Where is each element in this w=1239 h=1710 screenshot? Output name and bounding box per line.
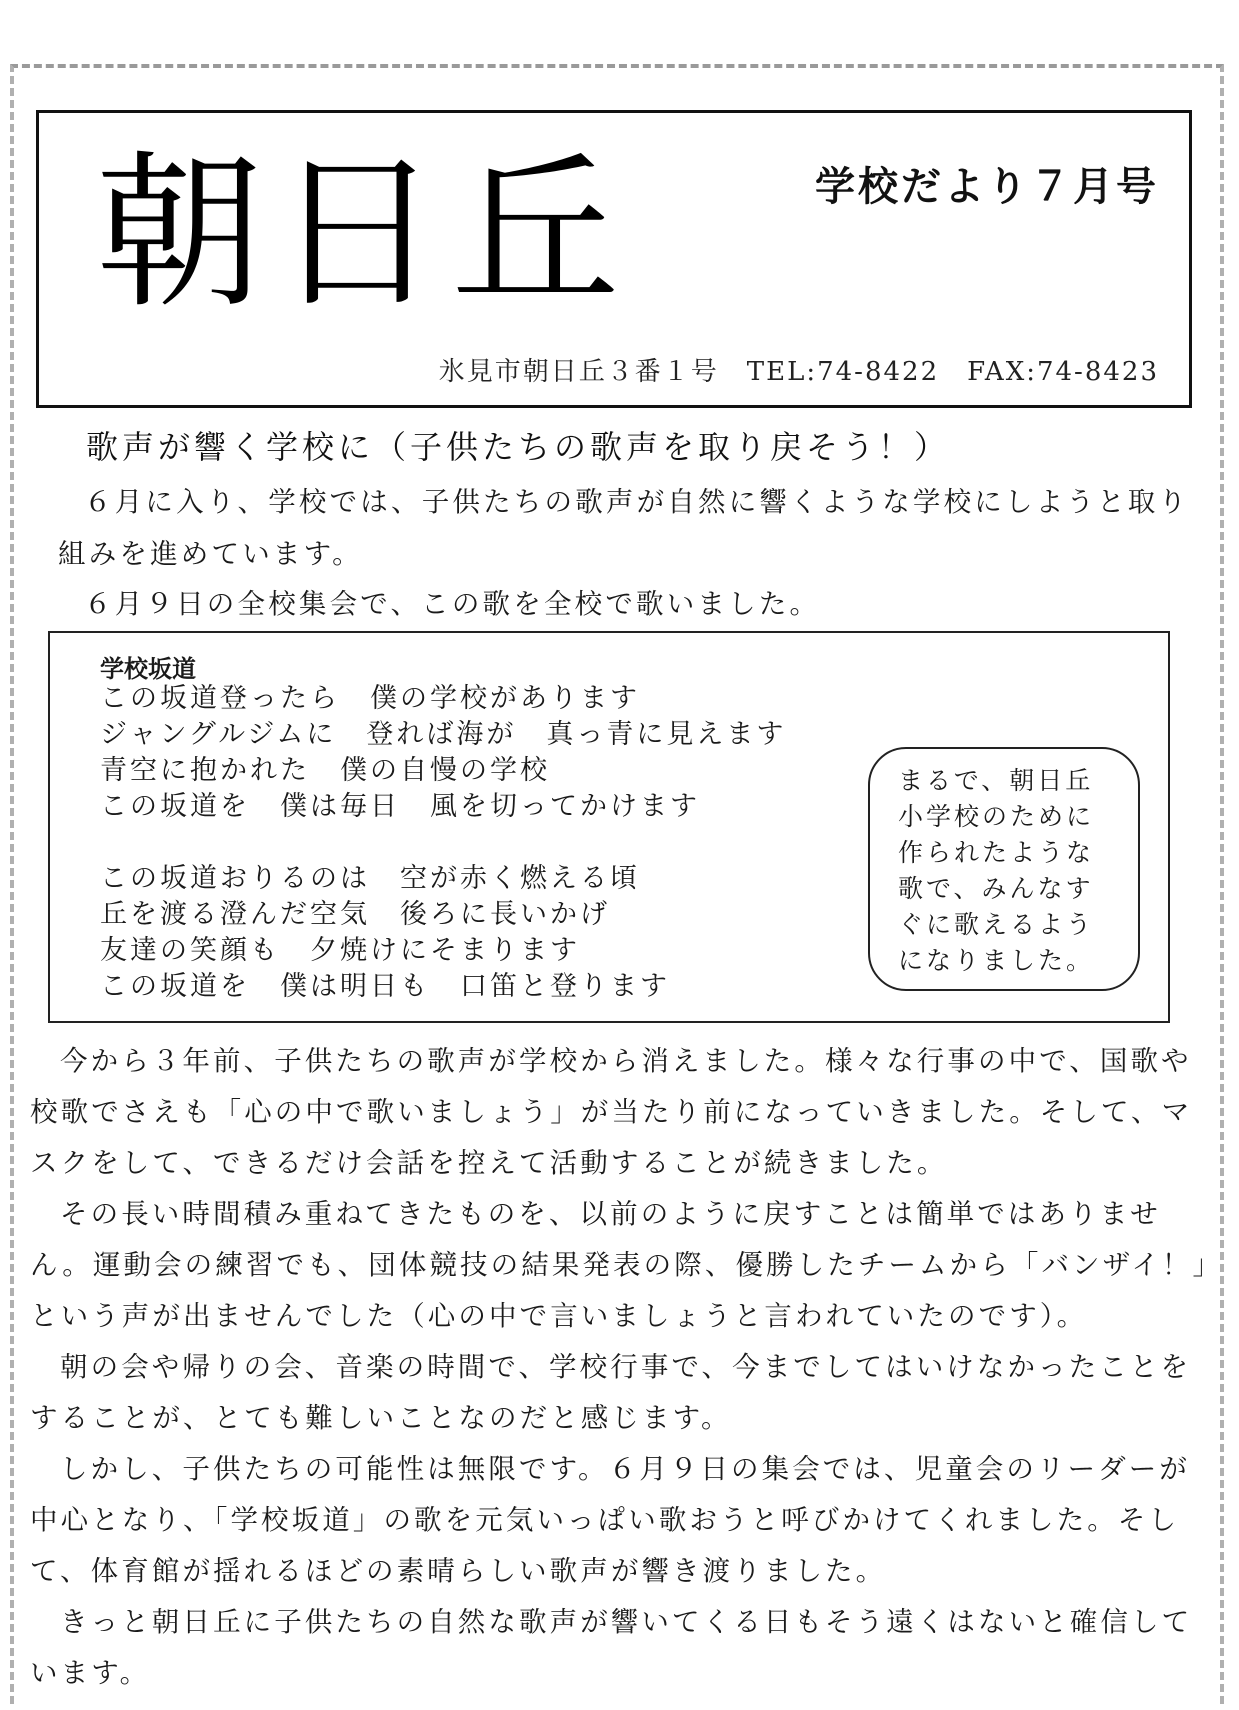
intro-paragraph-2 <box>32 578 1212 630</box>
school-contact: 氷見市朝日丘３番１号 TEL:74-8422 FAX:74-8423 <box>438 357 1159 387</box>
intro-line-2: 組みを進めています。 <box>58 538 363 570</box>
lyric-line: この坂道おりるのは 空が赤く燃える頃 <box>100 863 640 894</box>
lyric-line: この坂道を 僕は毎日 風を切ってかけます <box>100 791 700 822</box>
lyric-line: 青空に抱かれた 僕の自慢の学校 <box>100 755 550 786</box>
lyric-line: この坂道を 僕は明日も 口笛と登ります <box>100 971 670 1002</box>
song-title: 学校坂道 <box>100 655 196 683</box>
body-paragraph: その長い時間積み重ねてきたものを、以前のように戻すことは簡単ではありません。運動会の練習でも、団体競技の結果発表の際、優勝したチームから「バンザイ！」という声が出ませんでした（心の中で言いましょうと言われていたのです）。 <box>30 1198 1210 1332</box>
intro-paragraph-1 <box>32 476 1212 580</box>
article-body <box>30 1036 1220 1699</box>
song-verse-2 <box>100 861 670 1005</box>
lyric-line: 丘を渡る澄んだ空気 後ろに長いかげ <box>100 899 610 930</box>
body-paragraph: しかし、子供たちの可能性は無限です。６月９日の集会では、児童会のリーダーが中心となり、「学校坂道」の歌を元気いっぱい歌おうと呼びかけてくれました。そして、体育館が揺れるほどの素晴らしい歌声が響き渡りました。 <box>30 1453 1190 1587</box>
note-line: 歌で、みんなす <box>898 874 1094 903</box>
lyric-line: 友達の笑顔も 夕焼けにそまります <box>100 935 580 966</box>
newsletter-title: 朝日丘 <box>95 135 629 331</box>
masthead <box>36 110 1192 408</box>
body-paragraph: 朝の会や帰りの会、音楽の時間で、学校行事で、今までしてはいけなかったことをすることが、とても難しいことなのだと感じます。 <box>30 1351 1192 1434</box>
intro-line-3: ６月９日の全校集会で、この歌を全校で歌いました。 <box>84 588 821 620</box>
article-headline: 歌声が響く学校に（子供たちの歌声を取り戻そう！） <box>86 428 951 466</box>
song-lyrics-box <box>48 631 1170 1023</box>
note-line: になりました。 <box>898 946 1095 975</box>
body-paragraph: きっと朝日丘に子供たちの自然な歌声が響いてくる日もそう遠くはないと確信しています。 <box>30 1606 1193 1689</box>
lyric-line: この坂道登ったら 僕の学校があります <box>100 683 640 714</box>
note-line: まるで、朝日丘 <box>898 766 1094 795</box>
song-note-bubble <box>868 747 1140 991</box>
issue-label: 学校だより７月号 <box>815 163 1159 210</box>
intro-line-1: ６月に入り、学校では、子供たちの歌声が自然に響くような学校にしようと取り <box>84 486 1190 518</box>
lyric-line: ジャングルジムに 登れば海が 真っ青に見えます <box>100 719 787 750</box>
note-line: 作られたような <box>898 838 1095 867</box>
note-line: ぐに歌えるよう <box>898 910 1095 939</box>
note-line: 小学校のために <box>898 802 1095 831</box>
body-paragraph: 今から３年前、子供たちの歌声が学校から消えました。様々な行事の中で、国歌や校歌でさえも「心の中で歌いましょう」が当たり前になっていきました。そして、マスクをして、できるだけ会話を控えて活動することが続きました。 <box>30 1045 1193 1179</box>
song-verse-1 <box>100 681 786 825</box>
